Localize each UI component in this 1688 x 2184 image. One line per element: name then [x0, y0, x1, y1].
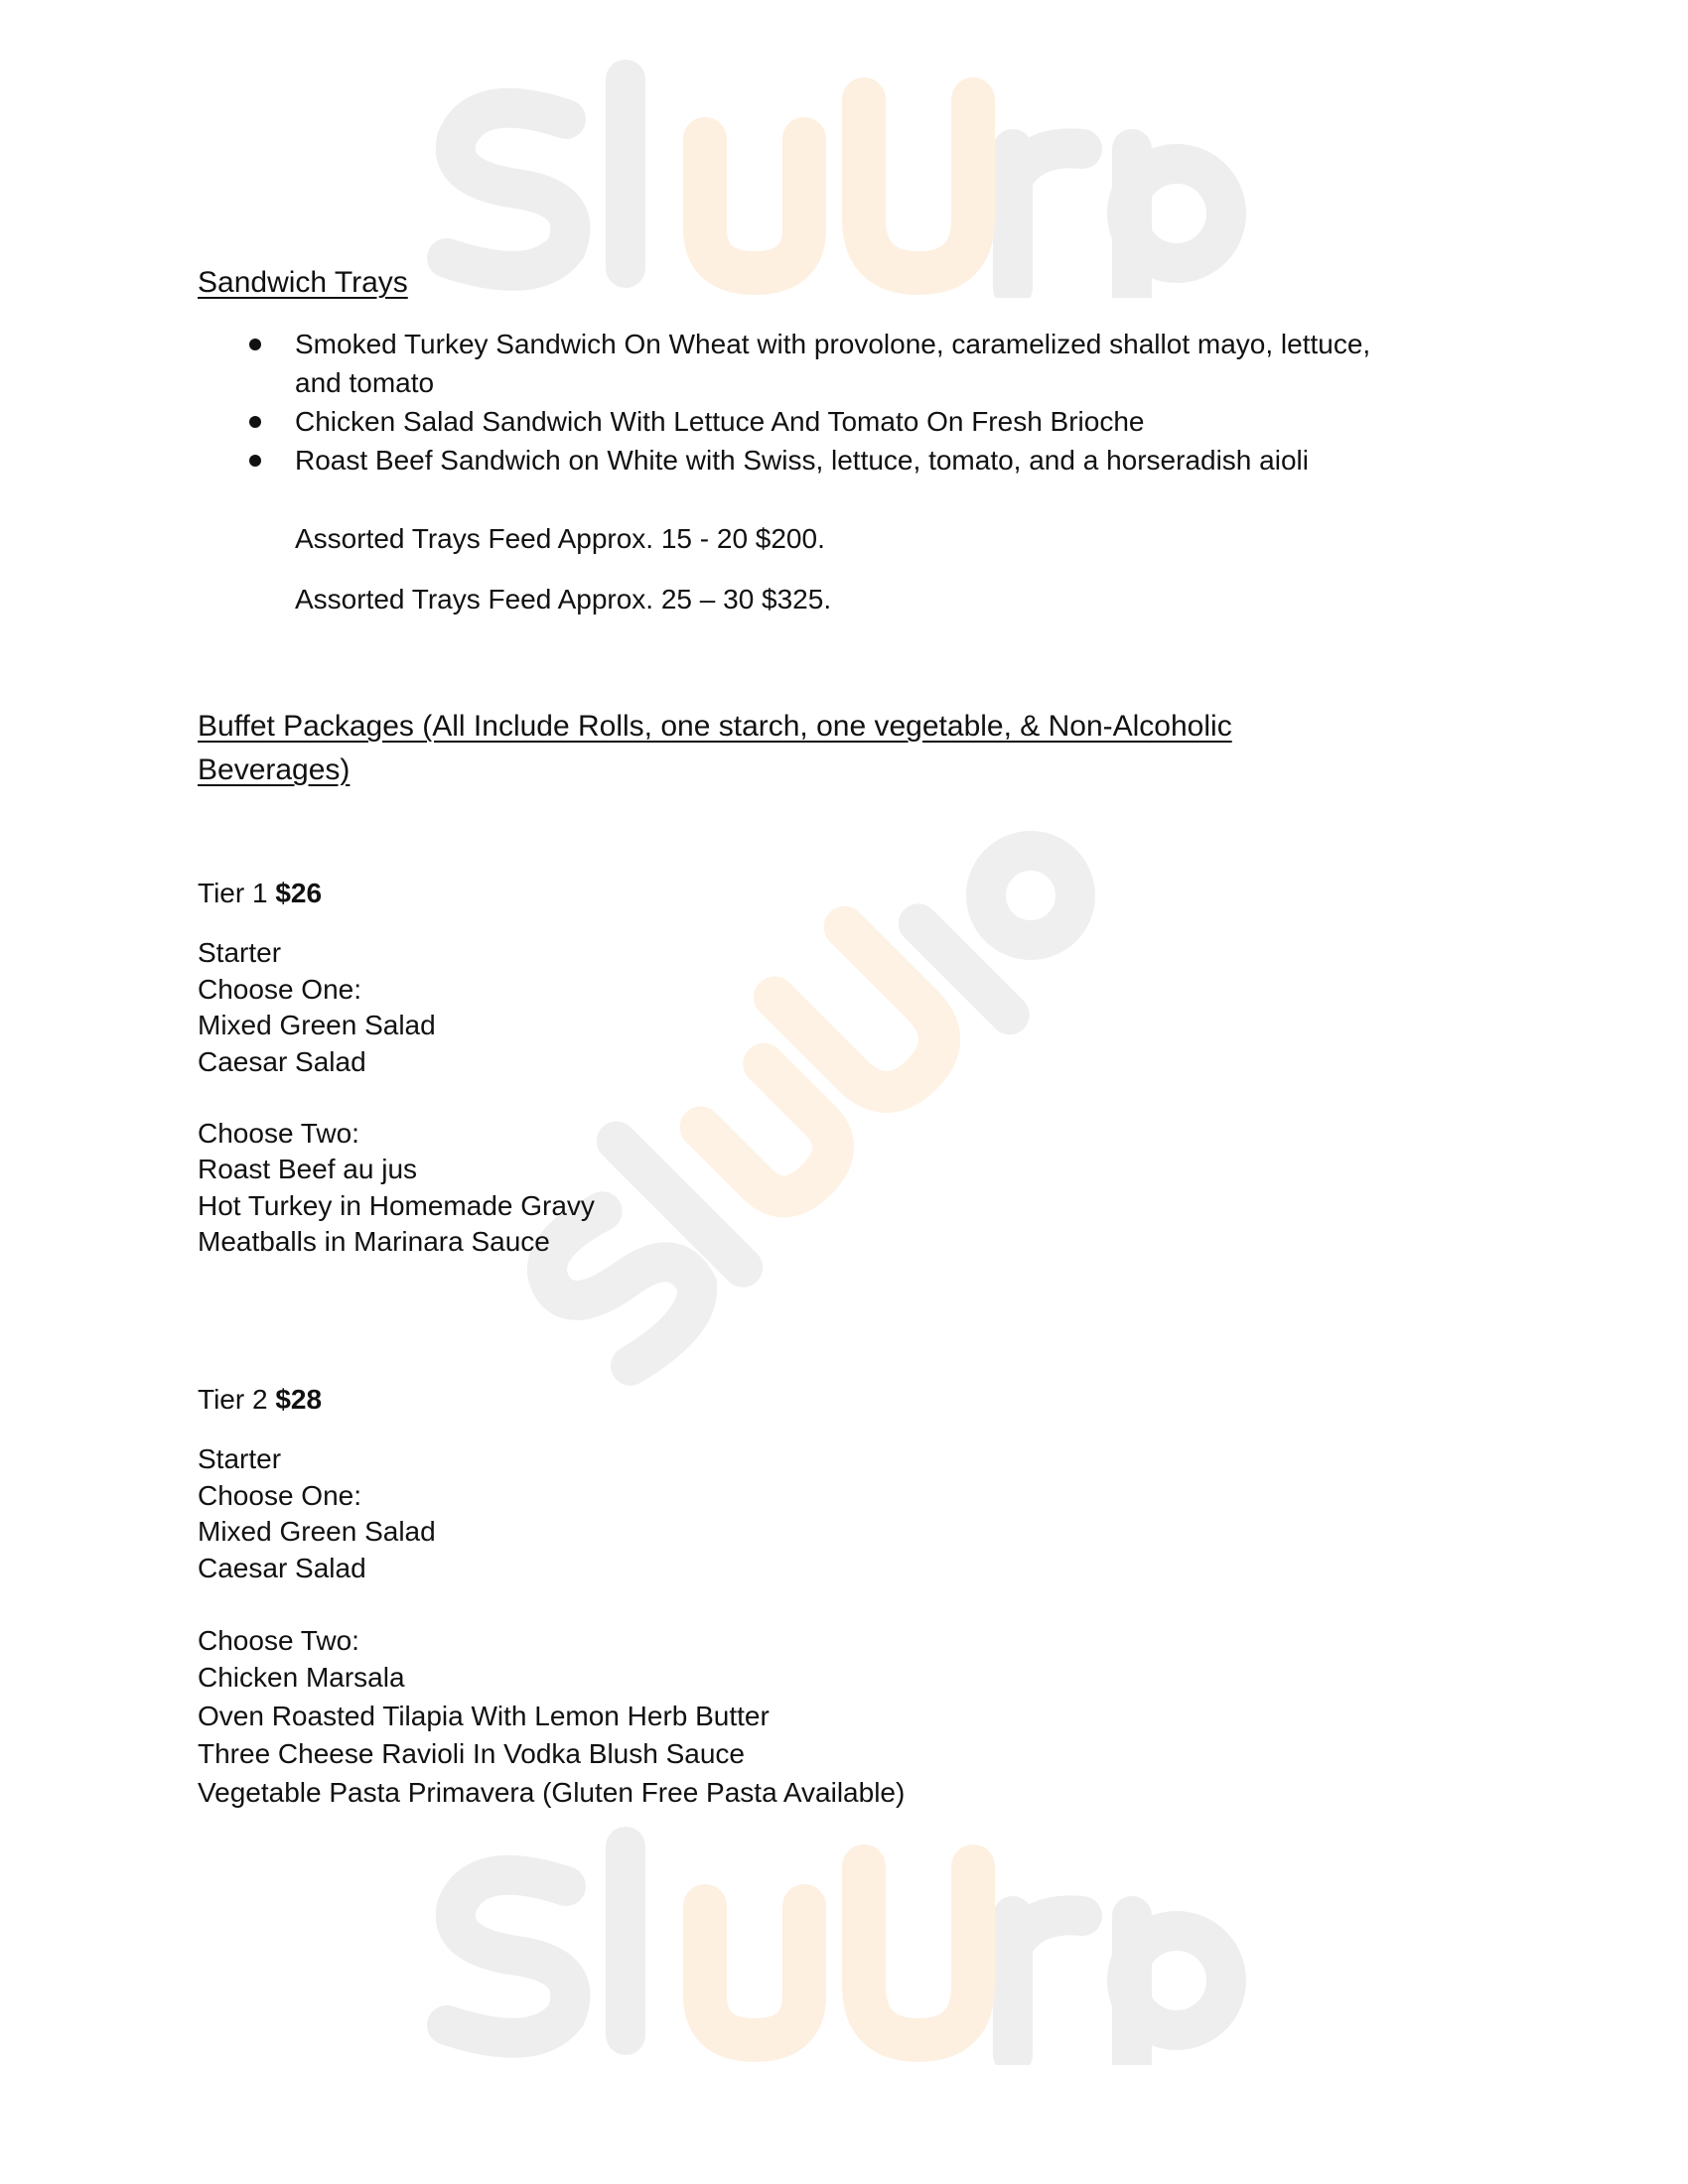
menu-item: Meatballs in Marinara Sauce [198, 1226, 550, 1257]
section-heading-sandwich-trays: Sandwich Trays [198, 266, 408, 299]
menu-item: Roast Beef au jus [198, 1154, 418, 1184]
tray-price: Assorted Trays Feed Approx. 25 – 30 $325. [295, 584, 832, 614]
menu-item: Chicken Marsala [198, 1662, 405, 1693]
watermark-logo [417, 1827, 1271, 2065]
tier2-starter-label: Starter [198, 1443, 282, 1474]
menu-item: Mixed Green Salad [198, 1516, 436, 1547]
tier2-title [198, 1382, 322, 1418]
list-item: Roast Beef Sandwich on White with Swiss, lettuce, tomato, and a horseradish aioli [295, 445, 1309, 476]
tier2-price: $28 [275, 1384, 323, 1415]
watermark-logo [417, 60, 1271, 298]
menu-item: Hot Turkey in Homemade Gravy [198, 1190, 595, 1221]
tier2-label: Tier 2 [198, 1384, 268, 1415]
tier2-choose-two: Choose Two: [198, 1625, 359, 1656]
bullet-icon [249, 416, 261, 428]
menu-item: Vegetable Pasta Primavera (Gluten Free Pasta Available) [198, 1777, 906, 1808]
menu-item: Mixed Green Salad [198, 1010, 436, 1040]
tier1-title [198, 876, 322, 911]
tray-price: Assorted Trays Feed Approx. 15 - 20 $200. [295, 523, 825, 554]
bullet-icon [249, 455, 261, 467]
tier1-choose-two: Choose Two: [198, 1118, 359, 1149]
tier1-choose-one: Choose One: [198, 974, 361, 1005]
menu-item: Three Cheese Ravioli In Vodka Blush Sauce [198, 1738, 745, 1769]
tier2-choose-one: Choose One: [198, 1480, 361, 1511]
menu-item: Caesar Salad [198, 1046, 366, 1077]
section-heading-buffet: Buffet Packages (All Include Rolls, one starch, one vegetable, & Non-Alcoholic [198, 710, 1232, 743]
list-item-continuation: and tomato [295, 367, 435, 398]
menu-item: Caesar Salad [198, 1553, 366, 1583]
list-item: Chicken Salad Sandwich With Lettuce And Tomato On Fresh Brioche [295, 406, 1145, 437]
list-item: Smoked Turkey Sandwich On Wheat with provolone, caramelized shallot mayo, lettuce, [295, 329, 1371, 359]
tier1-label: Tier 1 [198, 878, 268, 908]
section-heading-buffet-cont: Beverages) [198, 753, 351, 786]
tier1-starter-label: Starter [198, 937, 282, 968]
bullet-icon [249, 339, 261, 350]
menu-item: Oven Roasted Tilapia With Lemon Herb Butter [198, 1701, 770, 1731]
tier1-price: $26 [275, 878, 323, 908]
watermark-logo [477, 735, 1192, 1449]
